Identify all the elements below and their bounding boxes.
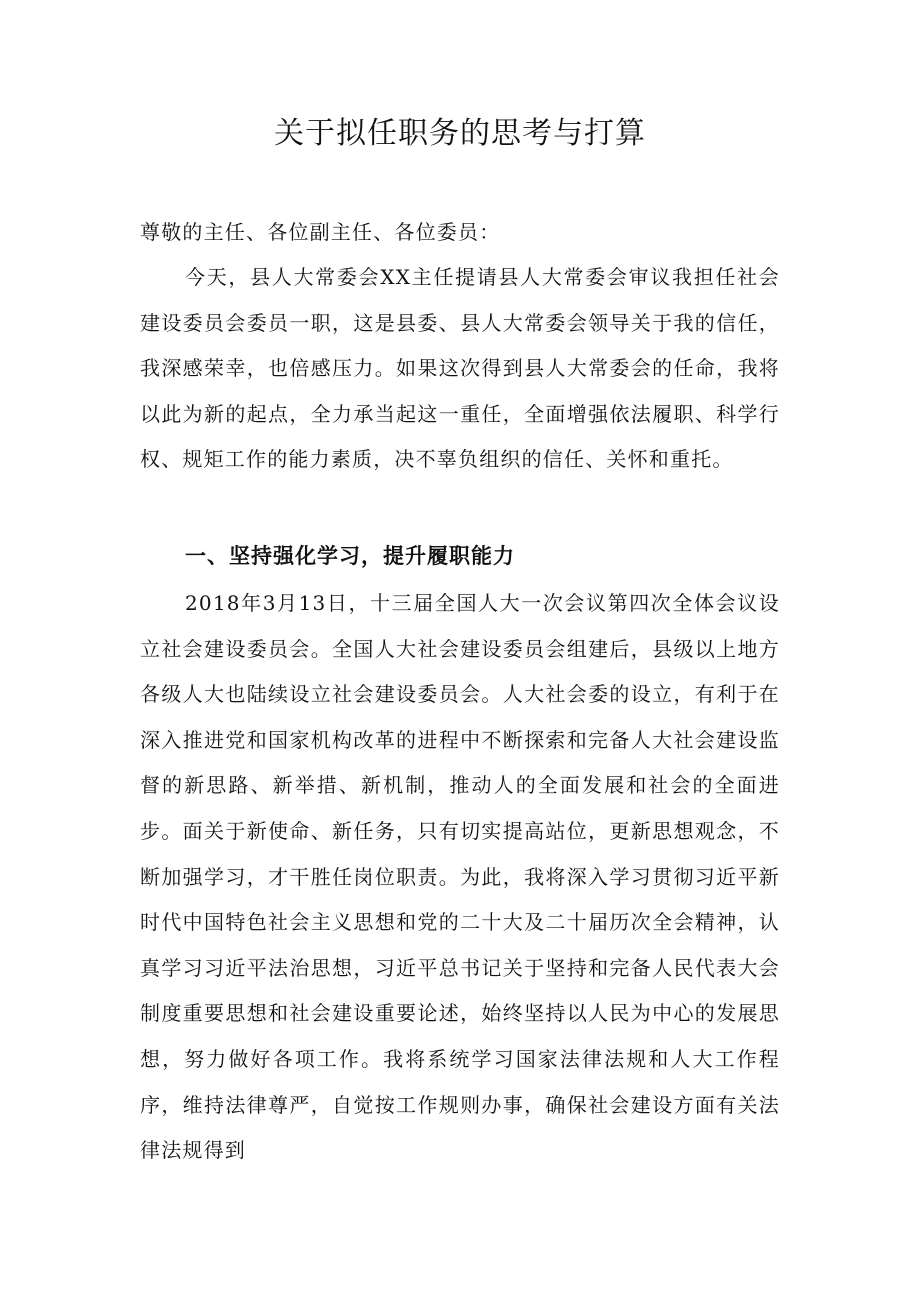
salutation: 尊敬的主任、各位副主任、各位委员： (140, 220, 501, 244)
section-paragraph: 2018年3月13日，十三届全国人大一次会议第四次全体会议设立社会建设委员会。全国人大社会建设委员会组建后，县级以上地方各级人大也陆续设立社会建设委员会。人大社会委的设立，有利于在深入推进党和国家机构改革的进程中不断探索和完备人大社会建设监督的新思路、新举措、新机制，推动人的全面发展和社会的全面进步。面关于新使命、新任务，只有切实提高站位，更新思想观念，不断加强学习，才干胜任岗位职责。为此，我将深入学习贯彻习近平新时代中国特色社会主义思想和党的二十大及二十届历次全会精神，认真学习习近平法治思想，习近平总书记关于坚持和完备人民代表大会制度重要思想和社会建设重要论述，始终坚持以人民为中心的发展思想，努力做好各项工作。我将系统学习国家法律法规和人大工作程序，维持法律尊严，自觉按工作规则办事，确保社会建设方面有关法律法规得到 (140, 591, 780, 1163)
intro-paragraph: 今天，县人大常委会XX主任提请县人大常委会审议我担任社会建设委员会委员一职，这是县委、县人大常委会领导关于我的信任，我深感荣幸，也倍感压力。如果这次得到县人大常委会的任命，我将以此为新的起点，全力承当起这一重任，全面增强依法履职、科学行权、规矩工作的能力素质，决不辜负组织的信任、关怀和重托。 (140, 265, 780, 472)
document-title: 关于拟任职务的思考与打算 (274, 116, 646, 151)
section-heading: 一、坚持强化学习，提升履职能力 (185, 544, 515, 568)
